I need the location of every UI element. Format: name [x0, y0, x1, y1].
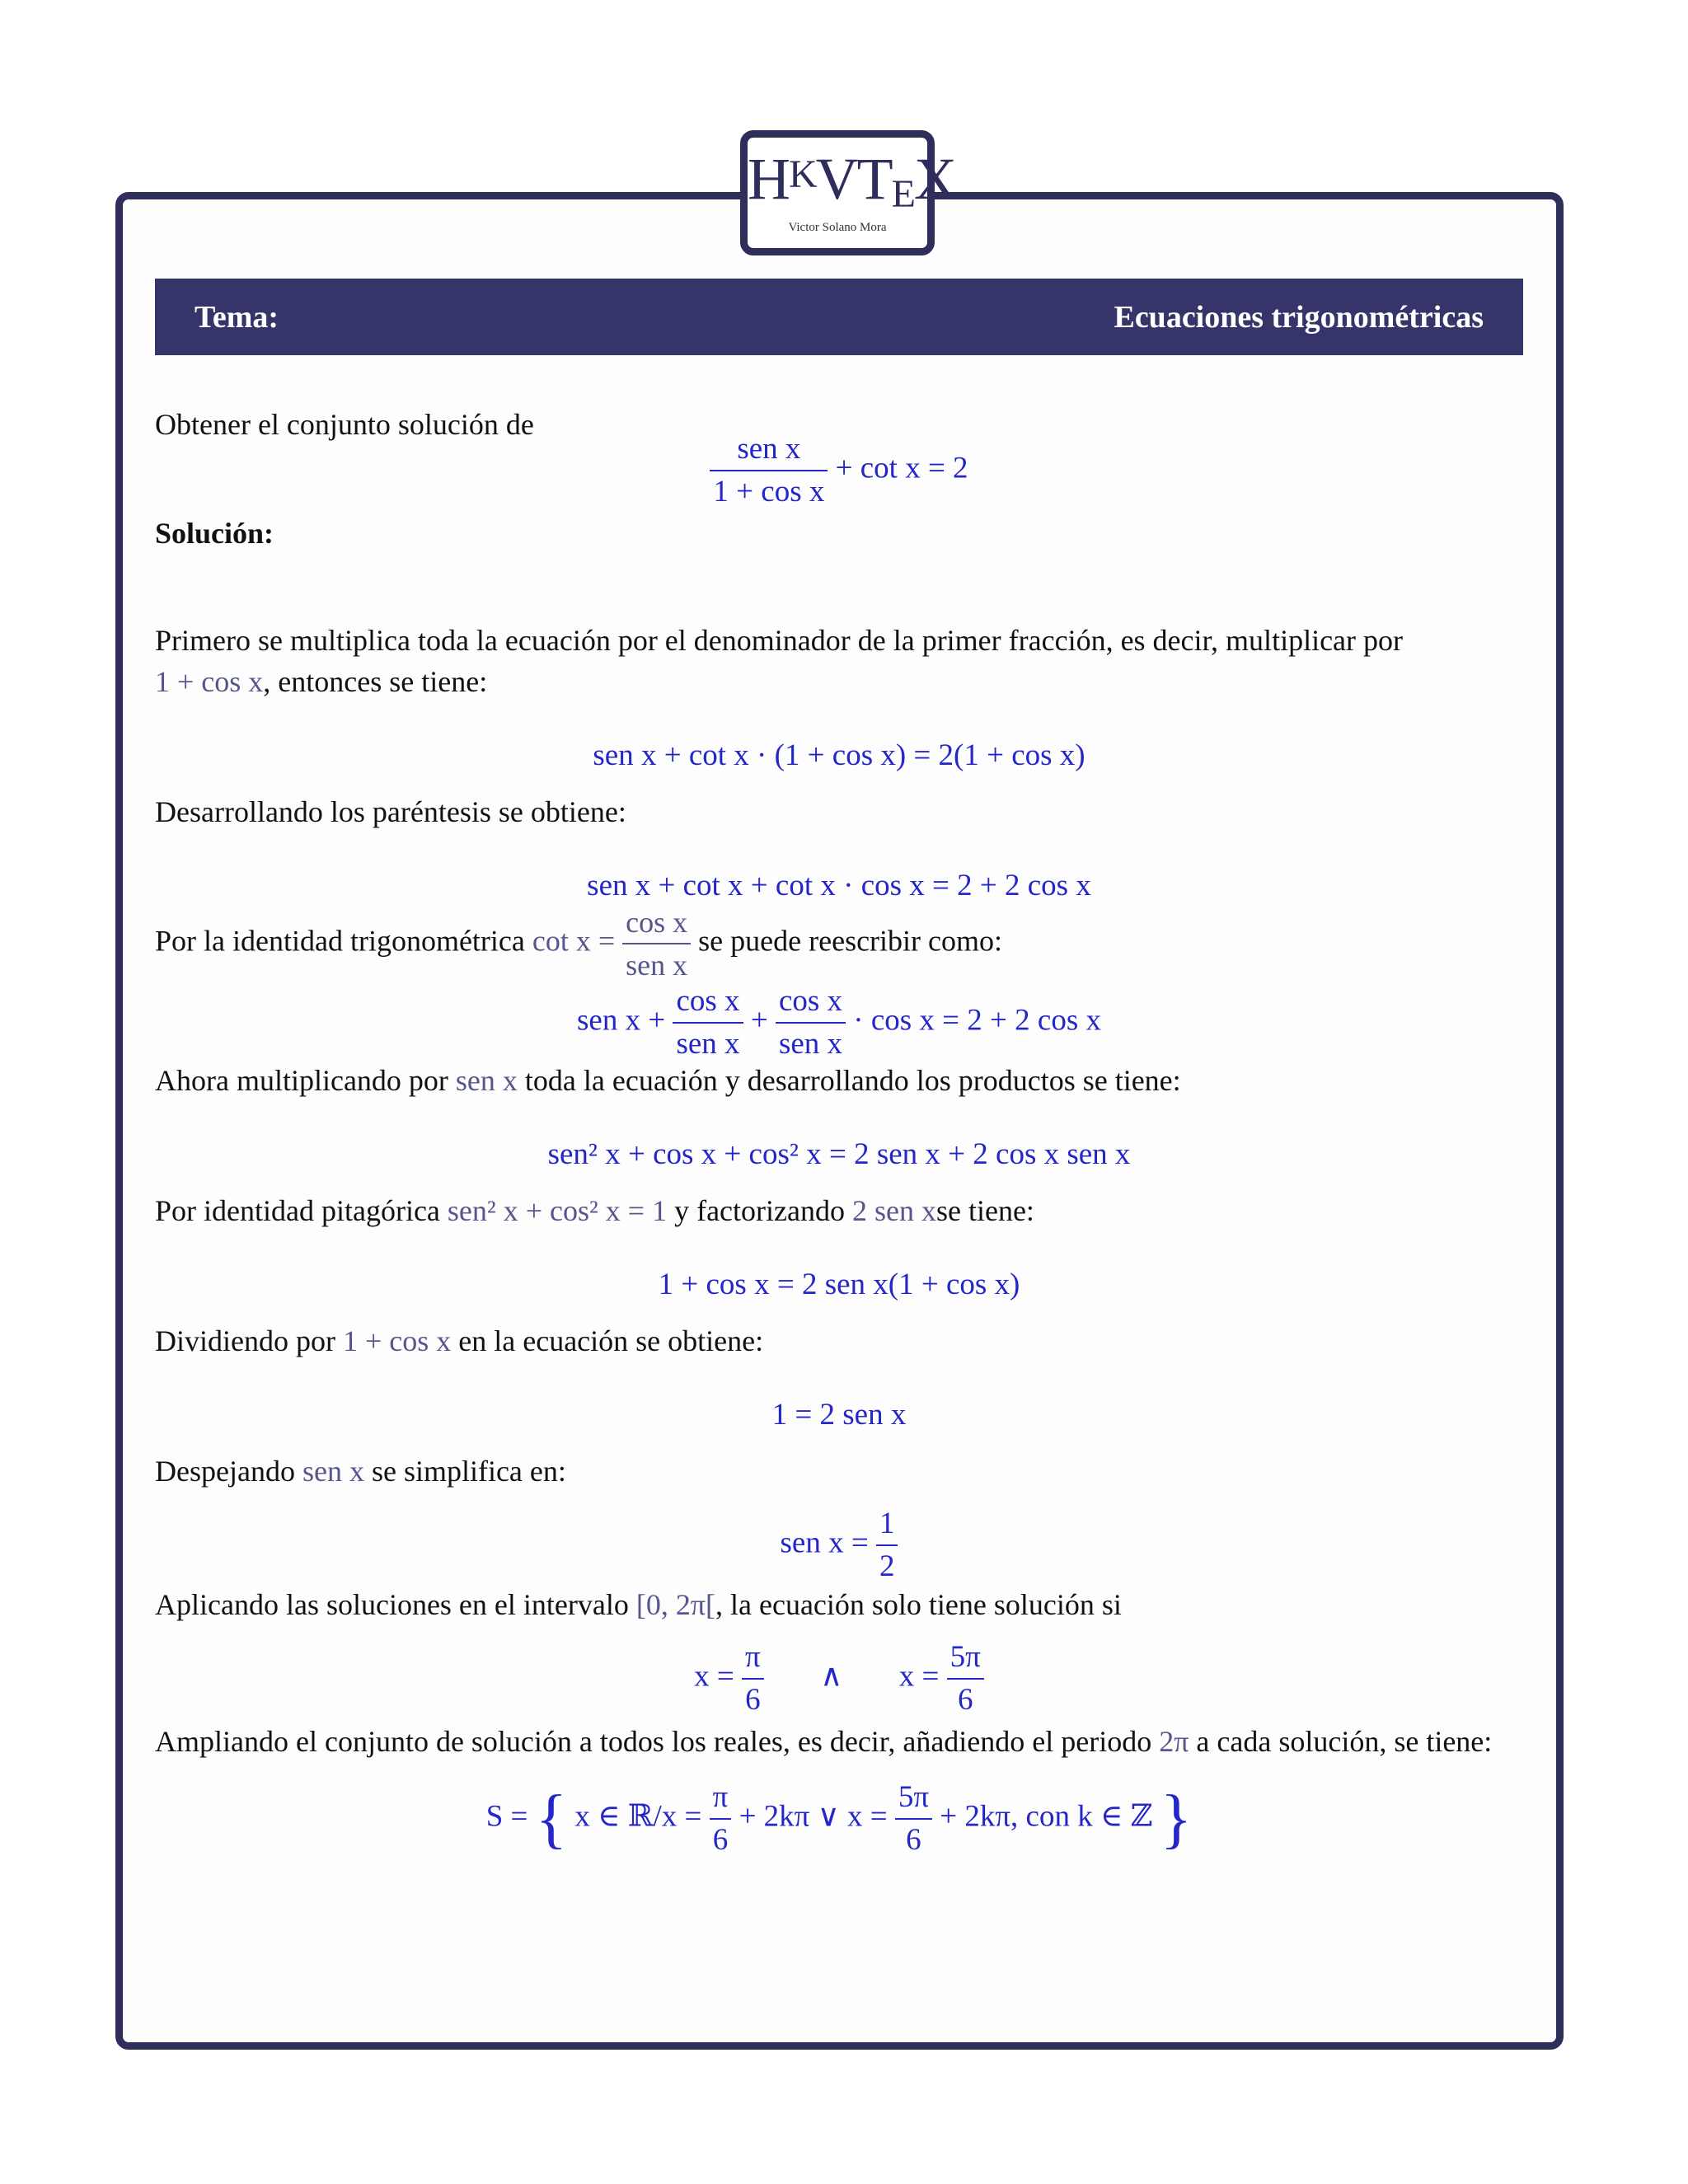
equation-0: $\frac{\text{sen x}}{\text{1 + cos x}}$ + cot x = 2	[155, 429, 1523, 513]
step-8-text: Aplicando las soluciones en el intervalo [0, 2π[, la ecuación solo tiene solución si	[155, 1588, 1122, 1621]
step-2-text: Desarrollando los paréntesis se obtiene:	[155, 795, 626, 828]
topic-title: Ecuaciones trigonométricas	[1114, 299, 1484, 335]
fraction: $\frac{\text{sen x}}{\text{1 + cos x}}$	[710, 429, 828, 513]
step-7-text: Despejando sen x se simplifica en:	[155, 1455, 566, 1488]
topic-label: Tema:	[195, 299, 279, 335]
step-6-text: Dividiendo por 1 + cos x en la ecuación se obtiene:	[155, 1324, 764, 1357]
logo-mark: HKVTEX	[748, 146, 955, 216]
equation-7: sen x = $\frac{1}{2}$	[155, 1503, 1523, 1587]
solution-set: S = { x ∈ ℝ/x = $\frac{\pi}{6}$ + 2kπ ∨ x = $\frac{5\pi}{6}$ + 2kπ, con k ∈ ℤ }	[155, 1777, 1523, 1861]
equation-8: x = $\frac{\pi}{6}$ ∧ x = $\frac{5\pi}{6}$	[155, 1637, 1523, 1721]
logo-author: Victor Solano Mora	[788, 221, 887, 234]
step-4-text: Ahora multiplicando por sen x toda la ecuación y desarrollando los productos se tiene:	[155, 1064, 1181, 1097]
equation-6: 1 = 2 sen x	[771, 1398, 907, 1432]
equation-3: sen x + $\frac{\text{cos x}}{\text{sen x}}$ + $\frac{\text{cos x}}{\text{sen x}}$ · cos x = 2 + 2 cos x	[155, 981, 1523, 1065]
step-1-text: Primero se multiplica toda la ecuación por el denominador de la primer fracción, es decir, multiplicar por 1 + cos x, entonces se tiene:	[155, 624, 1404, 698]
equation-5: 1 + cos x = 2 sen x(1 + cos x)	[658, 1268, 1020, 1301]
step-3-text: Por la identidad trigonométrica cot x = $\frac{\text{cos x}}{\text{sen x}}$ se puede reescribir como:	[155, 902, 1523, 986]
equation-4: sen² x + cos x + cos² x = 2 sen x + 2 cos x sen x	[547, 1137, 1131, 1171]
solution-heading: Solución:	[155, 517, 274, 550]
topic-bar	[155, 279, 1523, 355]
content	[155, 404, 1523, 1861]
intro-text: Obtener el conjunto solución de	[155, 408, 534, 441]
logo	[740, 130, 955, 255]
step-9-text: Ampliando el conjunto de solución a todos los reales, es decir, añadiendo el periodo 2π a cada solución, se tiene:	[155, 1725, 1493, 1758]
step-5-text: Por identidad pitagórica sen² x + cos² x = 1 y factorizando 2 sen xse tiene:	[155, 1194, 1034, 1227]
equation-1: sen x + cot x · (1 + cos x) = 2(1 + cos x)	[593, 738, 1085, 772]
identity-fraction: $\frac{\text{cos x}}{\text{sen x}}$	[622, 902, 691, 986]
equation-2: sen x + cot x + cot x · cos x = 2 + 2 cos x	[587, 869, 1091, 902]
